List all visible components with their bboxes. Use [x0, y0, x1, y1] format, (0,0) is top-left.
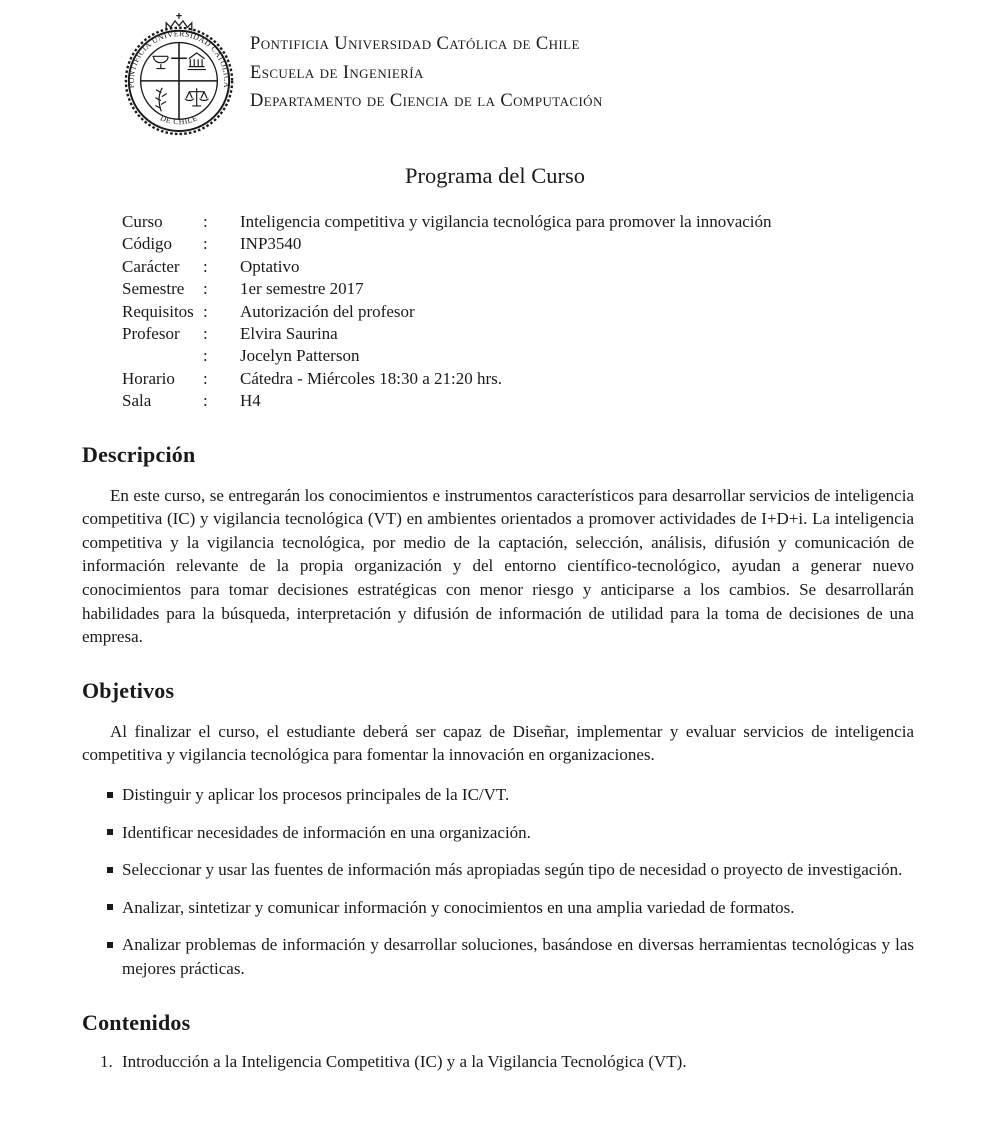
square-bullet-icon	[107, 829, 113, 835]
info-value: Jocelyn Patterson	[240, 346, 360, 366]
info-label	[122, 345, 203, 367]
list-item	[107, 821, 914, 845]
objetivos-bullet-list	[107, 783, 914, 981]
info-separator: :	[203, 346, 208, 366]
descripcion-paragraph: En este curso, se entregarán los conocimientos e instrumentos característicos para desarrollar servicios de inteligencia competitiva (IC) y vigilancia tecnológica (VT) en ambientes orientados a promover actividades de I+D+i. La inteligencia competitiva y la vigilancia tecnológica, por medio de la captación, selección, análisis, difusión y comunicación de información relevante de la propia organización y del entorno científico-tecnológico, ayudan a generar nuevo conocimientos para tomar decisiones estratégicas con menor riesgo y anticiparse a los cambios. Se desarrollarán habilidades para la búsqueda, interpretación y difusión de información de utilidad para la toma de decisiones de una empresa.	[82, 485, 914, 647]
info-separator: :	[203, 234, 208, 254]
bullet-text: Distinguir y aplicar los procesos principales de la IC/VT.	[122, 785, 510, 804]
info-separator: :	[203, 212, 208, 231]
info-value: 1er semestre 2017	[240, 279, 364, 299]
info-separator: :	[203, 256, 208, 276]
info-label: Semestre	[122, 279, 185, 299]
square-bullet-icon	[107, 867, 113, 873]
bullet-text: Analizar, sintetizar y comunicar información y conocimientos en una amplia variedad de formatos.	[122, 897, 795, 917]
info-value: H4	[240, 391, 261, 411]
info-label: Requisitos	[122, 301, 194, 321]
info-value: Autorización del profesor	[240, 301, 415, 321]
institution-block	[250, 30, 603, 116]
bullet-text: Identificar necesidades de información en una organización.	[122, 822, 531, 842]
info-label: Curso	[122, 212, 163, 231]
item-number: 1.	[100, 1051, 113, 1071]
info-label: Profesor	[122, 324, 180, 344]
course-info-table	[122, 211, 914, 413]
crest-ring-text-bottom: DE CHILE	[159, 113, 199, 127]
info-label: Horario	[122, 368, 175, 388]
list-item	[107, 783, 914, 807]
section-heading-descripcion: Descripción	[82, 441, 196, 467]
info-separator: :	[203, 368, 208, 388]
document-header	[120, 12, 990, 136]
list-item	[107, 896, 914, 920]
bullet-text: Analizar problemas de información y desarrollar soluciones, basándose en diversas herramientas tecnológicas y las mejores prácticas.	[122, 935, 914, 978]
crest-ring-text-top: PONTIFICIA UNIVERSIDAD CATOLICA	[126, 29, 232, 89]
objetivos-paragraph: Al finalizar el curso, el estudiante deberá ser capaz de Diseñar, implementar y evaluar servicios de inteligencia competitiva y vigilancia tecnológica para fomentar la innovación en organizaciones.	[82, 721, 914, 765]
square-bullet-icon	[107, 792, 113, 798]
square-bullet-icon	[107, 942, 113, 948]
contenidos-item-1	[82, 1050, 914, 1074]
info-label: Carácter	[122, 256, 180, 276]
info-separator: :	[203, 301, 208, 321]
info-separator: :	[203, 279, 208, 299]
list-item	[107, 858, 914, 882]
page-title: Programa del Curso	[405, 163, 585, 188]
info-value: Cátedra - Miércoles 18:30 a 21:20 hrs.	[240, 368, 503, 388]
list-item	[107, 933, 914, 980]
info-value: Inteligencia competitiva y vigilancia tecnológica para promover la innovación	[240, 212, 772, 231]
info-value: INP3540	[240, 234, 302, 254]
university-crest-icon	[120, 12, 238, 136]
item-text: Introducción a la Inteligencia Competitiva (IC) y a la Vigilancia Tecnológica (VT).	[122, 1051, 687, 1071]
info-separator: :	[203, 324, 208, 344]
info-separator: :	[203, 391, 208, 411]
info-value: Elvira Saurina	[240, 324, 338, 344]
info-label: Sala	[122, 391, 152, 411]
section-heading-objetivos: Objetivos	[82, 677, 175, 703]
institution-line-school: Escuela de Ingeniería	[250, 62, 424, 83]
section-heading-contenidos: Contenidos	[82, 1009, 191, 1035]
institution-line-department: Departamento de Ciencia de la Computación	[250, 91, 603, 111]
info-value: Optativo	[240, 256, 300, 276]
content-column	[0, 211, 990, 1073]
info-label: Código	[122, 234, 173, 254]
square-bullet-icon	[107, 904, 113, 910]
institution-line-university: Pontificia Universidad Católica de Chile	[250, 34, 580, 54]
bullet-text: Seleccionar y usar las fuentes de información más apropiadas según tipo de necesidad o proyecto de investigación.	[122, 860, 903, 880]
